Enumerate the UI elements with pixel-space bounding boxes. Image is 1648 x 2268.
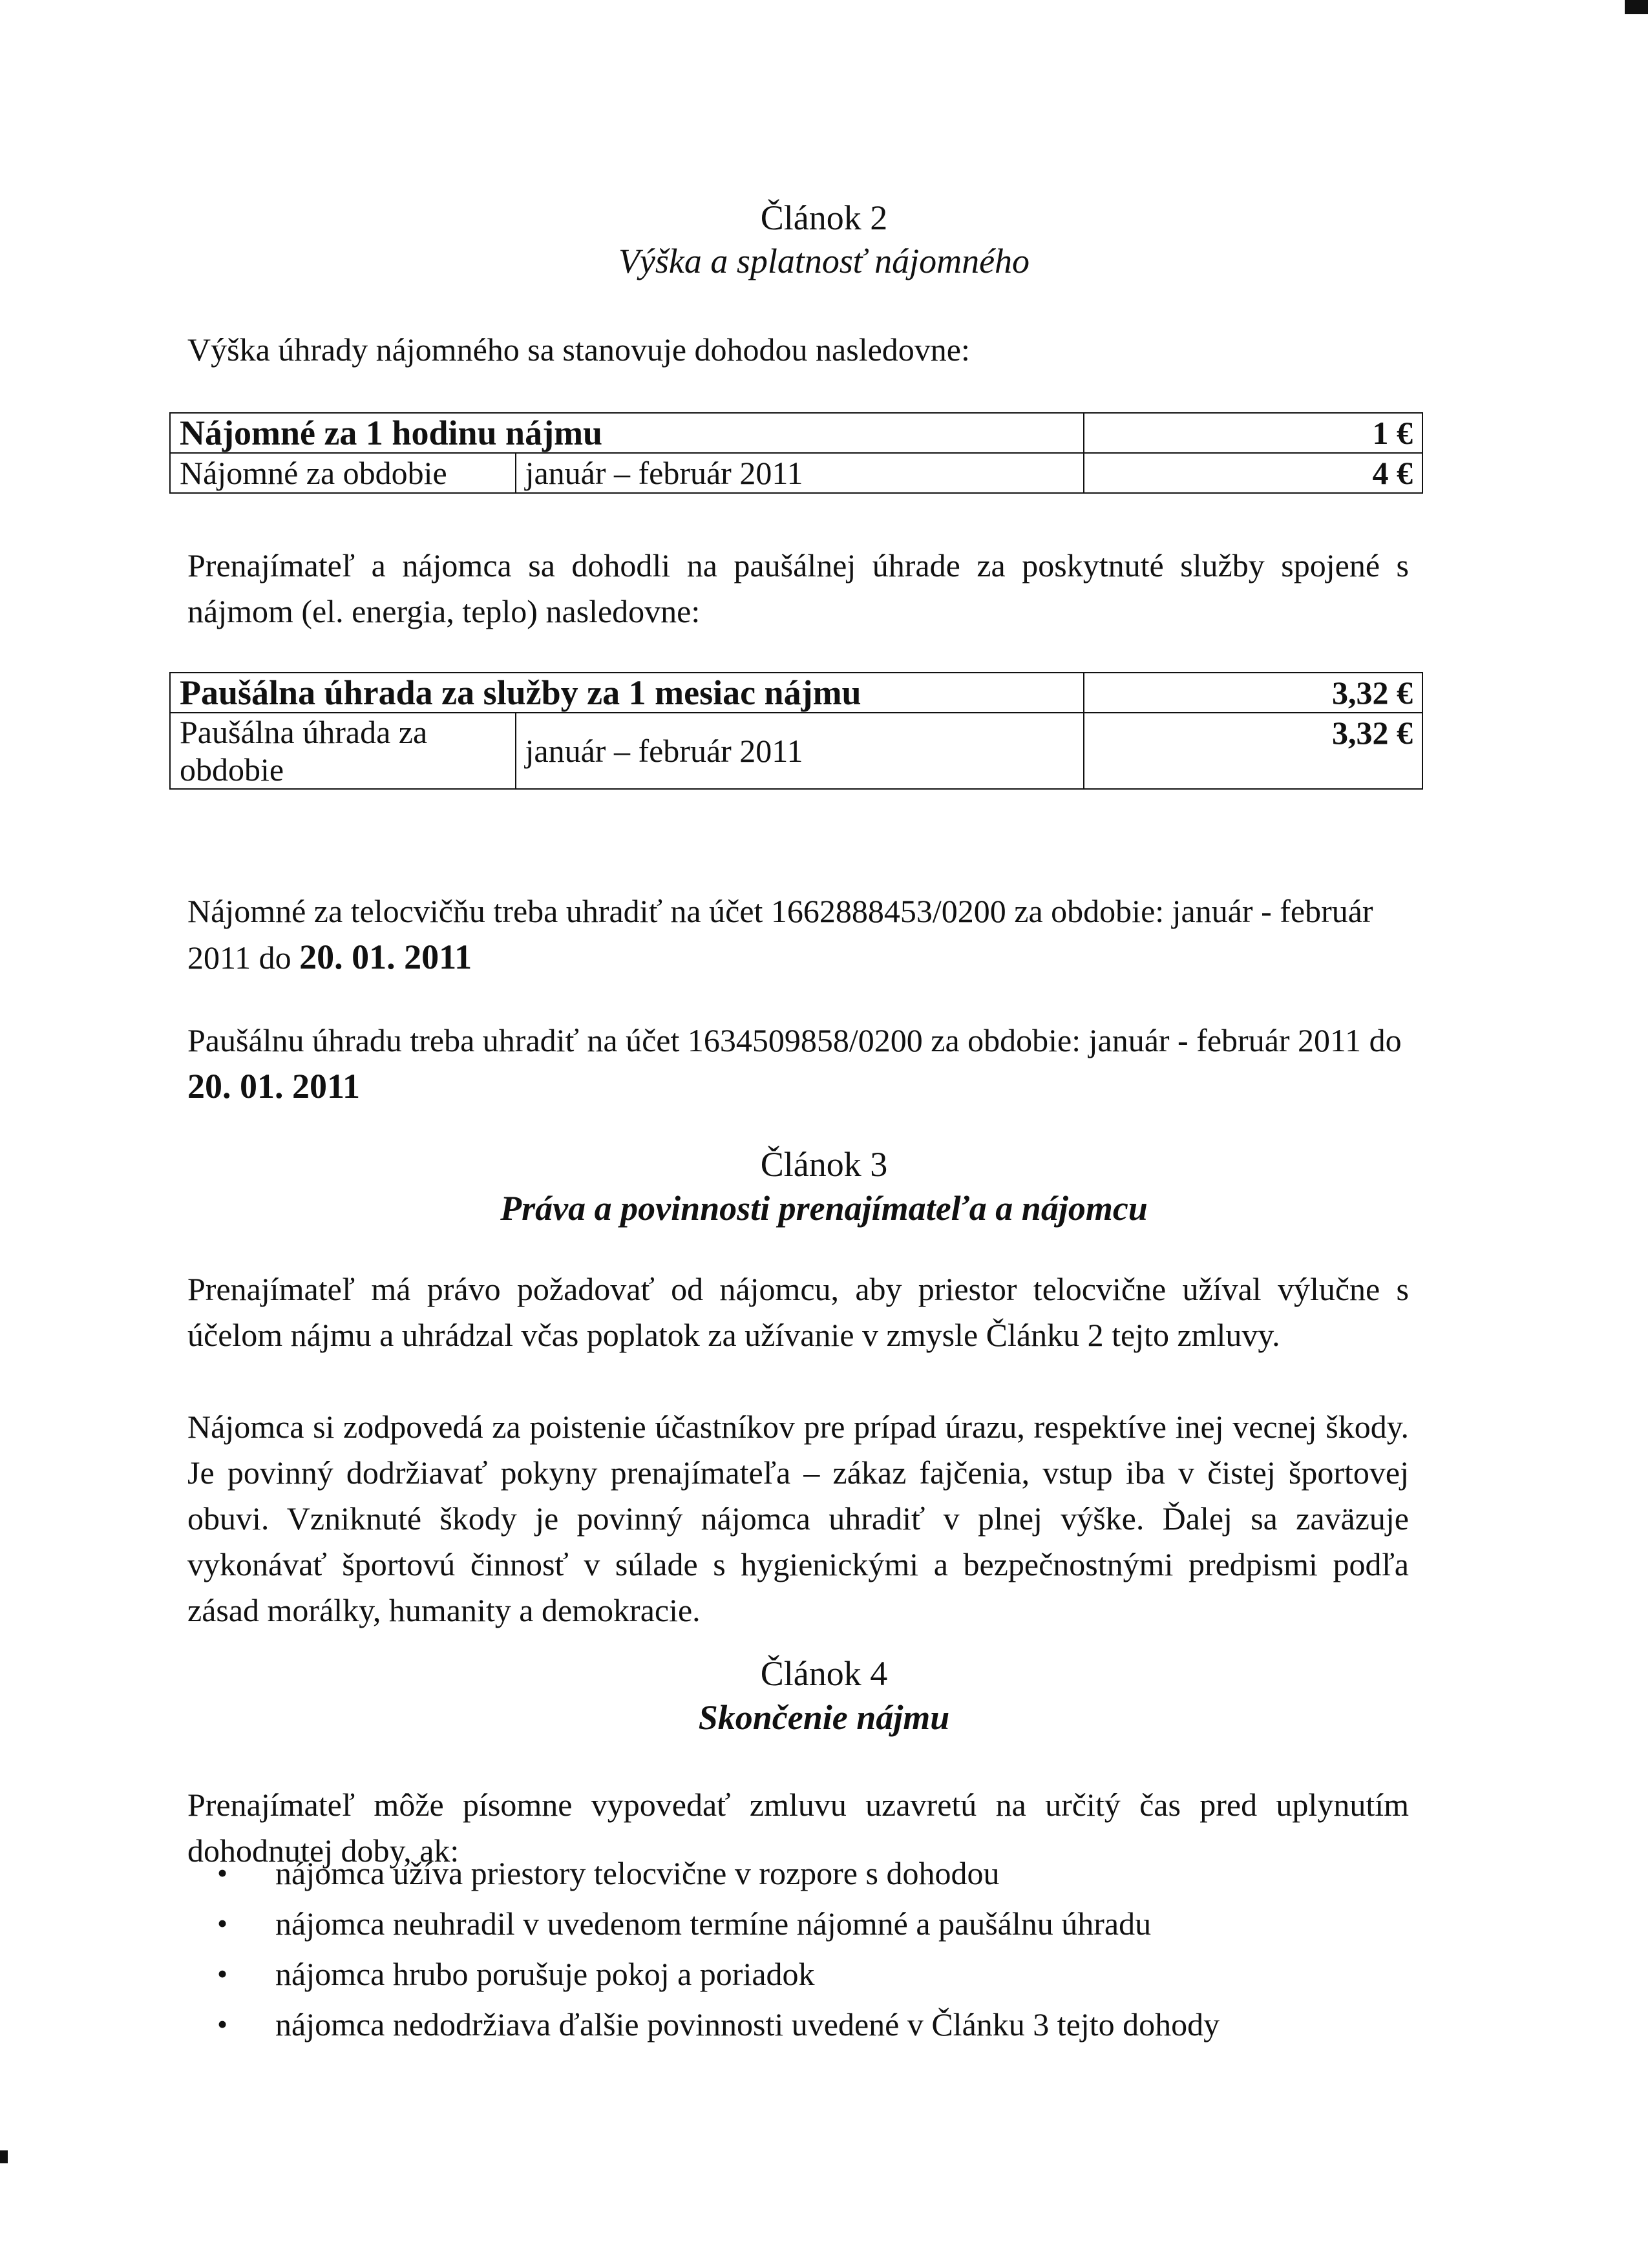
rent-payment-instruction: Nájomné za telocvičňu treba uhradiť na účet 1662888453/0200 za obdobie: január - február 2011 do — [187, 893, 1373, 976]
services-intro: Prenajímateľ a nájomca sa dohodli na paušálnej úhrade za poskytnuté služby spojené s nájmom (el. energia, teplo) nasledovne: — [187, 547, 1409, 629]
table-row — [170, 713, 1422, 789]
list-item: • nájomca neuhradil v uvedenom termíne nájomné a paušálnu úhradu — [275, 1898, 1503, 1949]
rent-period-label: Nájomné za obdobie — [170, 453, 516, 493]
services-payment-due-date: 20. 01. 2011 — [187, 1067, 361, 1106]
list-item: • nájomca nedodržiava ďalšie povinnosti uvedené v Článku 3 tejto dohody — [275, 1999, 1503, 2050]
rights-paragraph: Prenajímateľ má právo požadovať od nájomcu, aby priestor telocvične užíval výlučne s účelom nájmu a uhrádzal včas poplatok za užívanie v zmysle Článku 2 tejto zmluvy. — [187, 1271, 1409, 1353]
list-item: • nájomca hrubo porušuje pokoj a poriadok — [275, 1949, 1503, 1999]
services-period-amount: 3,32 € — [1084, 713, 1422, 789]
services-period-months: január – február 2011 — [516, 713, 1084, 789]
article-4-subheading: Skončenie nájmu — [698, 1698, 950, 1737]
table-row — [170, 453, 1422, 493]
services-monthly-amount: 3,32 € — [1084, 673, 1422, 713]
rent-payment-text — [187, 888, 1409, 981]
scan-edge-mark — [0, 2150, 8, 2163]
rent-table — [169, 412, 1423, 494]
rent-payment-due-date: 20. 01. 2011 — [299, 938, 472, 976]
rent-intro: Výška úhrady nájomného sa stanovuje dohodou nasledovne: — [187, 331, 970, 368]
services-payment-text — [187, 1018, 1409, 1110]
services-period-label: Paušálna úhrada za obdobie — [170, 713, 516, 789]
obligations-paragraph: Nájomca si zodpovedá za poistenie účastníkov pre prípad úrazu, respektíve inej vecnej škody. Je povinný dodržiavať pokyny prenajímateľa – zákaz fajčenia, vstup iba v čistej športovej obuvi. Vzniknuté škody je povinný nájomca uhradiť v plnej výške. Ďalej sa zaväzuje vykonávať športovú činnosť v súlade s hygienickými a bezpečnostnými predpismi podľa zásad morálky, humanity a demokracie. — [187, 1409, 1409, 1628]
list-item: • nájomca užíva priestory telocvične v rozpore s dohodou — [275, 1848, 1503, 1898]
rent-period-months: január – február 2011 — [516, 453, 1084, 493]
rent-period-amount: 4 € — [1084, 453, 1422, 493]
article-2-subheading: Výška a splatnosť nájomného — [618, 242, 1030, 280]
article-3-subheading: Práva a povinnosti prenajímateľa a nájomcu — [500, 1189, 1148, 1228]
rent-hourly-label: Nájomné za 1 hodinu nájmu — [170, 413, 1084, 453]
table-row — [170, 673, 1422, 713]
scan-edge-mark — [1625, 0, 1648, 14]
services-payment-instruction: Paušálnu úhradu treba uhradiť na účet 1634509858/0200 za obdobie: január - február 2011 do — [187, 1022, 1402, 1058]
termination-conditions-list — [187, 1848, 1503, 2050]
services-monthly-label: Paušálna úhrada za služby za 1 mesiac nájmu — [170, 673, 1084, 713]
table-row — [170, 413, 1422, 453]
termination-intro: Prenajímateľ môže písomne vypovedať zmluvu uzavretú na určitý čas pred uplynutím dohodnutej doby, ak: — [187, 1787, 1409, 1869]
article-2-heading: Článok 2 — [760, 198, 888, 237]
rent-hourly-amount: 1 € — [1084, 413, 1422, 453]
services-table — [169, 672, 1423, 790]
article-3-heading: Článok 3 — [760, 1145, 888, 1184]
article-4-heading: Článok 4 — [760, 1654, 888, 1693]
